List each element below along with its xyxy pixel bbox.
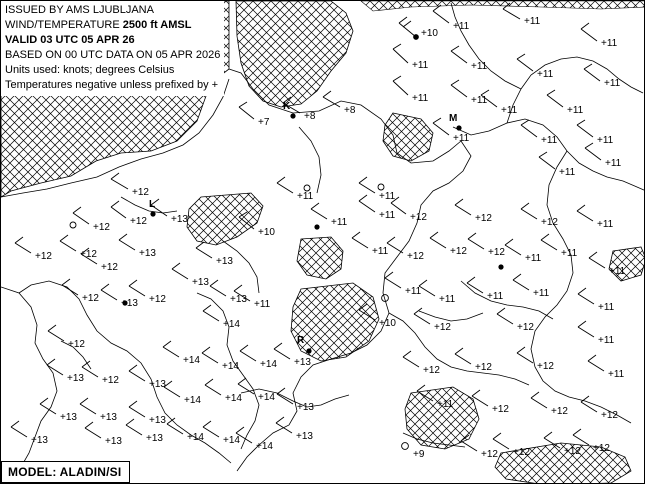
station-temperature: +12 <box>410 212 427 223</box>
station-temperature: +11 <box>453 21 470 32</box>
header-temp-note: Temperatures negative unless prefixed by + <box>5 79 219 91</box>
station-temperature: +14 <box>187 432 204 443</box>
station-temperature: +13 <box>294 357 311 368</box>
station-temperature: +10 <box>258 227 275 238</box>
station-temperature: +11 <box>412 60 429 71</box>
station-temperature: +11 <box>331 217 348 228</box>
station-temperature: +12 <box>537 361 554 372</box>
station-temperature: +11 <box>453 133 470 144</box>
station-temperature: +13 <box>121 298 138 309</box>
station-temperature: +12 <box>593 443 610 454</box>
station-temperature: +13 <box>31 435 48 446</box>
station-temperature: +13 <box>230 294 247 305</box>
station-temperature: +13 <box>192 277 209 288</box>
station-temperature: +9 <box>413 449 425 460</box>
station-temperature: +8 <box>304 111 316 122</box>
header-valid-time: VALID 03 UTC 05 APR 26 <box>5 34 135 46</box>
station-temperature: +13 <box>100 412 117 423</box>
station-temperature: +11 <box>597 219 614 230</box>
station-temperature: +14 <box>258 392 275 403</box>
station-temperature: +11 <box>605 158 622 169</box>
station-temperature: +11 <box>533 288 550 299</box>
station-temperature: +14 <box>223 319 240 330</box>
header-issued-by: ISSUED BY AMS LJUBLJANA <box>5 4 154 16</box>
station-temperature: +12 <box>564 446 581 457</box>
station-temperature: +11 <box>559 167 576 178</box>
station-temperature: +14 <box>260 359 277 370</box>
station-temperature: +12 <box>102 375 119 386</box>
station-temperature: +11 <box>471 95 488 106</box>
station-temperature: +12 <box>551 406 568 417</box>
station-temperature: +12 <box>601 410 618 421</box>
station-temperature: +12 <box>407 251 424 262</box>
city-label: R <box>297 335 305 346</box>
station-temperature: +13 <box>149 415 166 426</box>
station-temperature: +14 <box>183 355 200 366</box>
station-temperature: +11 <box>437 399 454 410</box>
station-temperature: +12 <box>450 246 467 257</box>
city-label: L <box>149 199 156 210</box>
station-temperature: +13 <box>105 436 122 447</box>
station-temperature: +11 <box>254 299 271 310</box>
station-temperature: +11 <box>541 135 558 146</box>
station-temperature: +11 <box>608 369 625 380</box>
station-temperature: +14 <box>222 361 239 372</box>
station-temperature: +13 <box>296 431 313 442</box>
station-temperature: +14 <box>223 435 240 446</box>
station-temperature: +12 <box>517 322 534 333</box>
header-product-plain: WIND/TEMPERATURE <box>5 19 123 31</box>
station-temperature: +12 <box>492 404 509 415</box>
station-temperature: +11 <box>471 61 488 72</box>
station-temperature: +12 <box>541 217 558 228</box>
station-temperature: +11 <box>601 38 618 49</box>
station-temperature: +12 <box>93 222 110 233</box>
station-temperature: +11 <box>537 69 554 80</box>
station-temperature: +13 <box>60 412 77 423</box>
chart-header <box>1 1 224 96</box>
station-temperature: +11 <box>609 266 626 277</box>
station-temperature: +11 <box>405 286 422 297</box>
station-temperature: +11 <box>597 135 614 146</box>
station-temperature: +13 <box>171 214 188 225</box>
station-temperature: +10 <box>421 28 438 39</box>
station-temperature: +12 <box>82 293 99 304</box>
header-units: Units used: knots; degrees Celsius <box>5 64 175 76</box>
station-temperature: +12 <box>475 362 492 373</box>
station-temperature: +12 <box>481 449 498 460</box>
station-temperature: +12 <box>488 247 505 258</box>
city-label: K <box>283 101 291 112</box>
station-temperature: +11 <box>372 246 389 257</box>
station-temperature: +11 <box>524 16 541 27</box>
station-temperature: +11 <box>379 191 396 202</box>
station-temperature: +12 <box>35 251 52 262</box>
station-temperature: +7 <box>258 117 270 128</box>
station-temperature: +13 <box>146 433 163 444</box>
station-temperature: +11 <box>379 210 396 221</box>
station-temperature: +8 <box>344 105 356 116</box>
station-temperature: +13 <box>149 379 166 390</box>
model-label: MODEL: ALADIN/SI <box>1 461 130 483</box>
station-temperature: +13 <box>297 402 314 413</box>
station-temperature: +12 <box>130 216 147 227</box>
station-temperature: +11 <box>598 302 615 313</box>
station-temperature: +12 <box>475 213 492 224</box>
station-temperature: +13 <box>67 373 84 384</box>
station-temperature: +11 <box>561 248 578 259</box>
station-temperature: +14 <box>225 393 242 404</box>
station-temperature: +11 <box>297 191 314 202</box>
station-temperature: +11 <box>412 93 429 104</box>
station-temperature: +12 <box>513 447 530 458</box>
station-temperature: +12 <box>101 262 118 273</box>
station-temperature: +11 <box>525 253 542 264</box>
header-product <box>5 18 220 33</box>
station-temperature: +12 <box>434 322 451 333</box>
station-temperature: +10 <box>379 318 396 329</box>
station-temperature: +11 <box>487 291 504 302</box>
station-temperature: +11 <box>604 78 621 89</box>
station-temperature: +13 <box>216 256 233 267</box>
station-temperature: +11 <box>598 335 615 346</box>
station-temperature: +14 <box>256 441 273 452</box>
station-temperature: +12 <box>132 187 149 198</box>
station-temperature: +11 <box>567 105 584 116</box>
station-temperature: +12 <box>80 249 97 260</box>
station-temperature: +11 <box>501 105 518 116</box>
station-temperature: +11 <box>439 294 456 305</box>
city-label: M <box>449 113 458 124</box>
station-temperature: +12 <box>68 339 85 350</box>
station-temperature: +12 <box>423 365 440 376</box>
station-temperature: +13 <box>139 248 156 259</box>
station-temperature: +14 <box>184 395 201 406</box>
header-product-level: 2500 ft AMSL <box>122 19 192 31</box>
station-temperature: +12 <box>149 294 166 305</box>
header-based-on: BASED ON 00 UTC DATA ON 05 APR 2026 <box>5 49 221 61</box>
